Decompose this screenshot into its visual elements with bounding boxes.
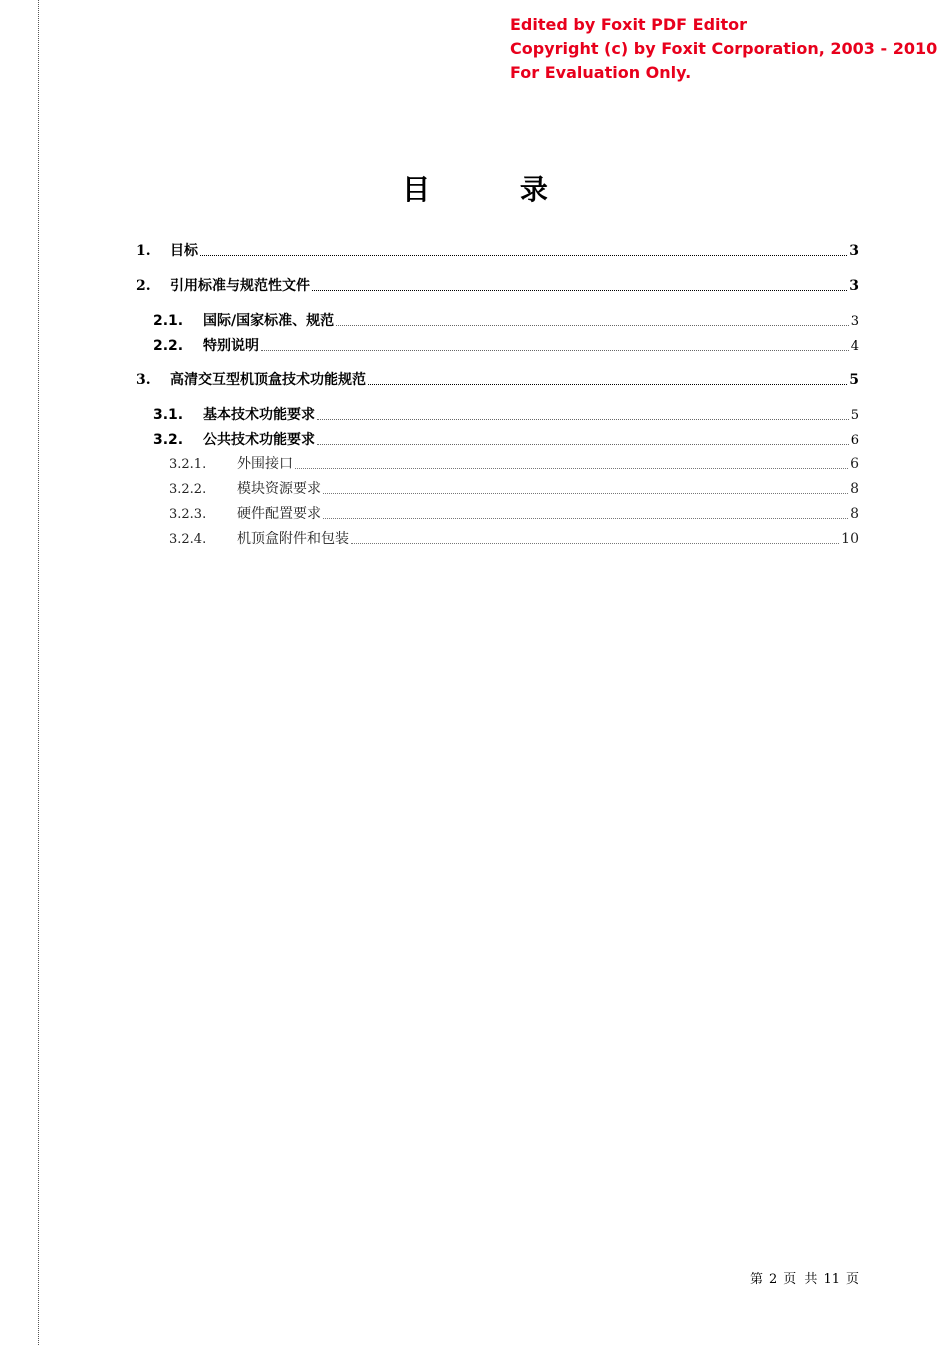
toc-entry-number: 3.2.2. [169,482,207,497]
toc-dot-leader [323,492,848,494]
toc-entry-title: 机顶盒附件和包装 [237,531,349,547]
toc-entry-3-2[interactable] [153,429,859,449]
toc-entry-3-2-4[interactable] [169,528,859,548]
toc-entry-number: 3.2.3. [169,507,207,522]
footer-total-pages: 11 [823,1272,840,1287]
watermark-line-1: Edited by Foxit PDF Editor [510,15,748,34]
toc-entry-3-2-2[interactable] [169,478,859,498]
toc-entry-number: 3.2.4. [169,532,207,547]
toc-entry-number: 2. [136,278,151,294]
toc-entry-title: 引用标准与规范性文件 [170,278,310,294]
toc-entry-number: 3.2. [153,432,184,448]
toc-entry-page: 6 [850,433,859,448]
toc-entry-number: 1. [136,243,151,259]
toc-entry-number: 3. [136,372,151,388]
toc-dot-leader [368,383,847,385]
toc-entry-title: 硬件配置要求 [237,506,321,522]
toc-entry-page: 4 [850,339,859,354]
toc-entry-2-1[interactable] [153,310,859,330]
toc-dot-leader [351,542,839,544]
toc-entry-page: 3 [849,243,859,259]
toc-dot-leader [200,254,847,256]
toc-entry-2-2[interactable] [153,335,859,355]
footer-suffix: 页 [845,1272,859,1287]
footer-mid: 页 共 [783,1272,818,1287]
toc-entry-page: 10 [841,531,859,547]
toc-entry-title: 高清交互型机顶盒技术功能规范 [170,372,366,388]
toc-entry-number: 2.1. [153,313,184,329]
toc-entry-title: 模块资源要求 [237,481,321,497]
toc-entry-page: 8 [850,506,859,522]
footer-current-page: 2 [769,1272,778,1287]
toc-entry-1[interactable] [136,240,859,260]
toc-entry-page: 8 [850,481,859,497]
toc-entry-title: 公共技术功能要求 [203,432,315,448]
toc-entry-3-2-3[interactable] [169,503,859,523]
toc-entry-title: 国际/国家标准、规范 [203,313,335,329]
toc-dot-leader [336,324,849,326]
toc-entry-title: 目标 [170,243,198,259]
evaluation-watermark [510,13,937,85]
footer-prefix: 第 [750,1272,764,1287]
toc-entry-2[interactable] [136,275,859,295]
watermark-line-3: For Evaluation Only. [510,63,692,82]
toc-entry-page: 6 [850,456,859,472]
toc-entry-title: 特别说明 [203,338,259,354]
toc-dot-leader [317,418,849,420]
toc-entry-3-1[interactable] [153,404,859,424]
toc-entry-title: 外围接口 [237,456,293,472]
toc-dot-leader [323,517,848,519]
toc-entry-page: 5 [850,408,859,423]
toc-dot-leader [312,289,847,291]
toc-entry-number: 3.2.1. [169,457,207,472]
toc-entry-page: 3 [849,278,859,294]
toc-entry-page: 3 [850,314,859,329]
toc-dot-leader [317,443,849,445]
toc-entry-number: 3.1. [153,407,184,423]
toc-entry-3-2-1[interactable] [169,453,859,473]
toc-entry-page: 5 [849,372,859,388]
toc-dot-leader [295,467,848,469]
watermark-line-2: Copyright (c) by Foxit Corporation, 2003 - 2010 [510,39,938,58]
toc-title: 目 录 [402,173,588,206]
toc-entry-number: 2.2. [153,338,184,354]
toc-entry-3[interactable] [136,369,859,389]
page-footer [0,1268,859,1287]
toc-entry-title: 基本技术功能要求 [203,407,315,423]
toc-dot-leader [261,349,849,351]
